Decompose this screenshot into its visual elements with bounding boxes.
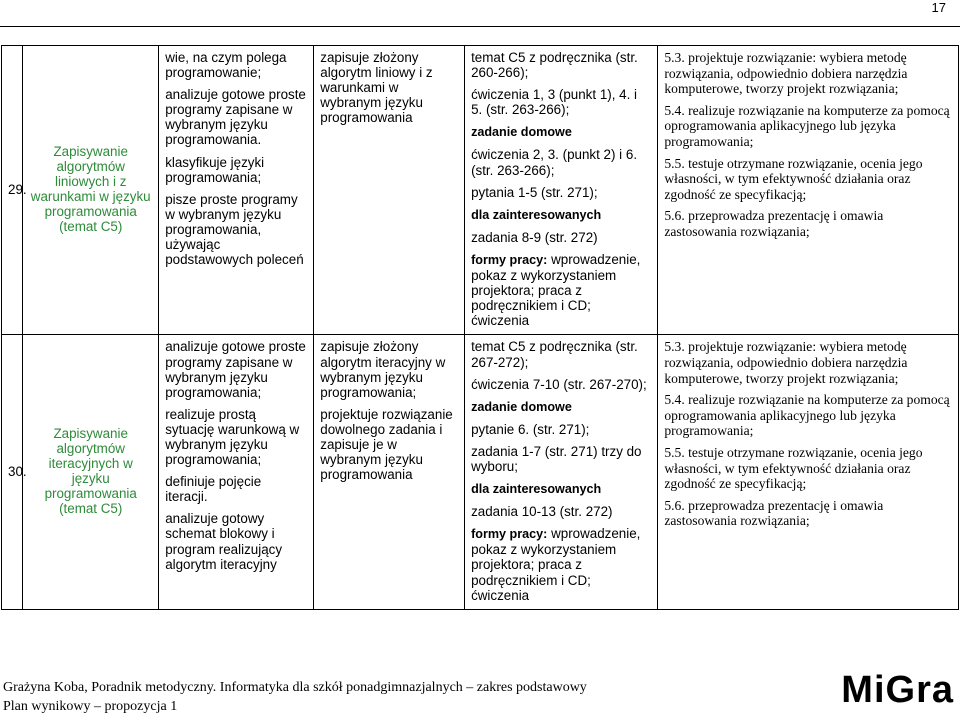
material-text: wprowadzenie, pokaz z wykorzystaniem projektora; praca z podręcznikiem i CD; ćwiczenia (471, 526, 641, 603)
material-label: dla zainteresowanych (471, 482, 602, 497)
curriculum-cell (658, 46, 959, 335)
curriculum-item: 5.6. przeprowadza prezentację i omawia zastosowania rozwiązania; (664, 497, 884, 529)
requirement-item: analizuje gotowy schemat blokowy i program realizujący algorytm iteracyjny (165, 511, 283, 572)
material-text: temat C5 z podręcznika (str. 267-272); (471, 339, 638, 370)
material-text: temat C5 z podręcznika (str. 260-266); (471, 50, 638, 81)
material-item (471, 147, 651, 177)
footer (3, 678, 587, 716)
material-text: pytania 1-5 (str. 271); (471, 184, 598, 200)
publisher-logo: MiGra (841, 669, 954, 711)
material-item (471, 230, 651, 245)
material-label: zadanie domowe (471, 125, 572, 140)
requirement-item: pisze proste programy w wybranym języku programowania, używając podstawowych poleceń (165, 191, 304, 268)
lesson-number: 29. (2, 46, 23, 335)
material-text: zadania 10-13 (str. 272) (471, 504, 613, 520)
material-text: wprowadzenie, pokaz z wykorzystaniem projektora; praca z podręcznikiem i CD; ćwiczenia (471, 251, 641, 329)
curriculum-item: 5.5. testuje otrzymane rozwiązanie, ocenia jego własności, w tym efektywność działania oraz zgodność ze specyfikacją; (664, 444, 923, 492)
curriculum-cell (658, 335, 959, 609)
material-item (471, 252, 651, 328)
footer-subtitle: Plan wynikowy – propozycja 1 (3, 699, 178, 714)
lesson-number: 30. (2, 335, 23, 609)
material-text: ćwiczenia 7-10 (str. 267-270); (471, 376, 647, 392)
curriculum-item: 5.3. projektuje rozwiązanie: wybiera metodę rozwiązania, odpowiednio dobiera narzędzia komputerowe, tworzy projekt rozwiązania; (664, 339, 908, 386)
material-item (471, 526, 651, 602)
requirement-item: wie, na czym polega programowanie; (165, 50, 287, 81)
footer-citation: Grażyna Koba, Poradnik metodyczny. Informatyka dla szkół ponadgimnazjalnych – zakres podstawowy (3, 680, 587, 695)
requirement-item: analizuje gotowe proste programy zapisane w wybranym języku programowania. (165, 87, 306, 148)
requirement-item: definiuje pojęcie iteracji. (165, 474, 262, 505)
requirement-item: klasyfikuje języki programowania; (165, 154, 265, 185)
requirement-item: zapisuje złożony algorytm liniowy i z warunkami w wybranym języku programowania (320, 50, 433, 126)
curriculum-item: 5.4. realizuje rozwiązanie na komputerze za pomocą oprogramowania aplikacyjnego lub języka programowania; (664, 102, 950, 149)
material-label: zadanie domowe (471, 399, 572, 414)
lesson-title: Zapisywanie algorytmów iteracyjnych w języku programowania (temat C5) (23, 335, 159, 609)
material-item (471, 399, 651, 415)
material-label: formy pracy: (471, 252, 548, 267)
material-item (471, 185, 651, 200)
material-item (471, 377, 651, 392)
requirement-item: zapisuje złożony algorytm iteracyjny w wybranym języku programowania; (320, 339, 446, 400)
header-rule (0, 26, 960, 27)
material-item (471, 124, 651, 140)
materials-cell (465, 335, 658, 609)
material-item (471, 50, 651, 80)
material-item (471, 504, 651, 519)
material-item (471, 481, 651, 497)
requirement-item: realizuje prostą sytuację warunkową w wybranym języku programowania; (165, 406, 300, 468)
material-item (471, 422, 651, 437)
materials-cell (465, 46, 658, 335)
material-text: zadania 8-9 (str. 272) (471, 229, 598, 245)
curriculum-item: 5.3. projektuje rozwiązanie: wybiera metodę rozwiązania, odpowiednio dobiera narzędzia komputerowe, tworzy projekt rozwiązania; (664, 50, 908, 97)
plan-table (1, 45, 959, 610)
page-number: 17 (931, 0, 946, 15)
requirement-item: projektuje rozwiązanie dowolnego zadania i zapisuje je w wybranym języku programowania (320, 406, 453, 483)
curriculum-item: 5.4. realizuje rozwiązanie na komputerze za pomocą oprogramowania aplikacyjnego lub języka programowania; (664, 392, 950, 439)
material-label: dla zainteresowanych (471, 207, 602, 222)
material-item (471, 339, 651, 369)
material-item (471, 87, 651, 117)
material-item (471, 444, 651, 474)
requirement-item: analizuje gotowe proste programy zapisane w wybranym języku programowania; (165, 339, 306, 400)
curriculum-item: 5.6. przeprowadza prezentację i omawia zastosowania rozwiązania; (664, 208, 884, 239)
basic-requirements-cell (159, 46, 314, 335)
extended-requirements-cell (314, 335, 465, 609)
material-text: ćwiczenia 1, 3 (punkt 1), 4. i 5. (str. 263-266); (471, 87, 638, 118)
extended-requirements-cell (314, 46, 465, 335)
table-row (2, 335, 959, 609)
material-label: formy pracy: (471, 527, 548, 542)
material-text: ćwiczenia 2, 3. (punkt 2) i 6. (str. 263-266); (471, 147, 638, 178)
curriculum-item: 5.5. testuje otrzymane rozwiązanie, ocenia jego własności, w tym efektywność działania oraz zgodność ze specyfikacją; (664, 155, 923, 202)
table-row (2, 46, 959, 335)
material-item (471, 207, 651, 223)
material-text: zadania 1-7 (str. 271) trzy do wyboru; (471, 443, 642, 474)
lesson-title: Zapisywanie algorytmów liniowych i z warunkami w języku programowania (temat C5) (23, 46, 159, 335)
material-text: pytanie 6. (str. 271); (471, 421, 590, 437)
basic-requirements-cell (159, 335, 314, 609)
